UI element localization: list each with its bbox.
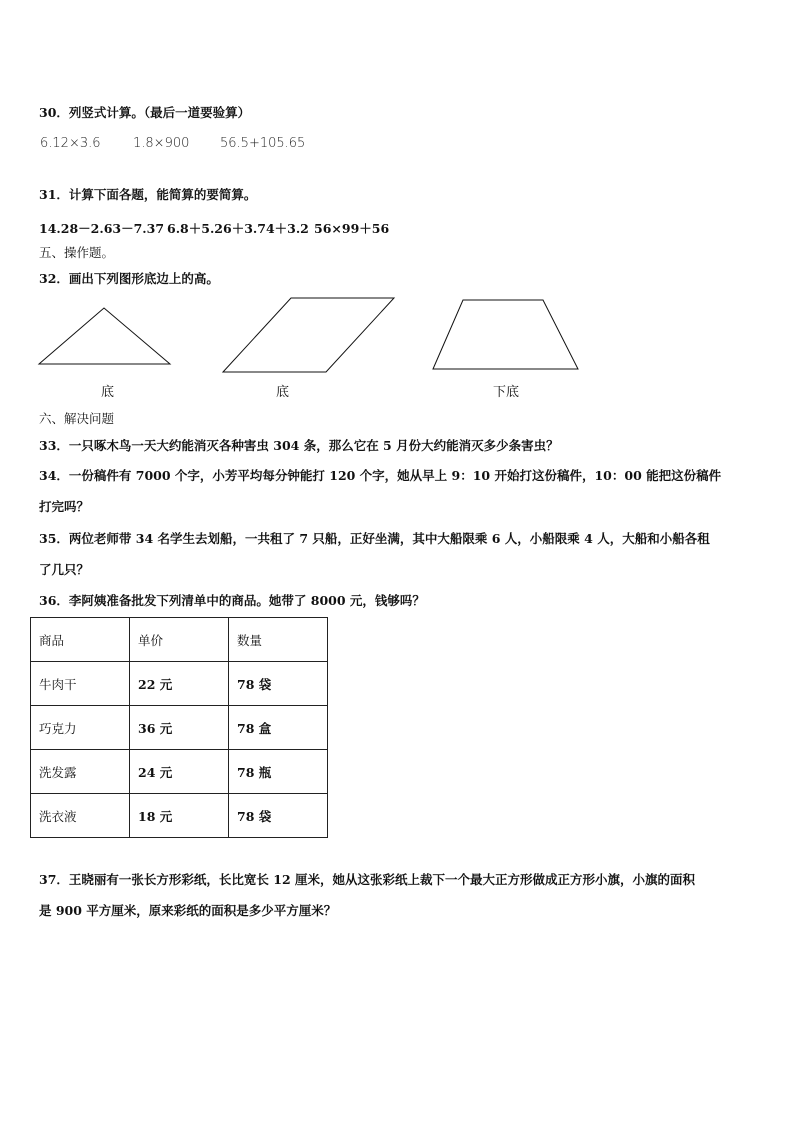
q36-title: 36．李阿姨准备批发下列清单中的商品。她带了 8000 元，钱够吗？	[39, 593, 425, 608]
table-cell-item: 洗发露	[31, 750, 130, 794]
q30-title: 30．列竖式计算。（最后一道要验算）	[39, 105, 251, 120]
table-header-row	[31, 618, 328, 662]
table-row	[31, 794, 328, 838]
table-row	[31, 706, 328, 750]
table-cell-price: 22 元	[130, 662, 229, 706]
table-cell-quantity: 78 袋	[229, 794, 328, 838]
table-cell-quantity: 78 盒	[229, 706, 328, 750]
q37-line2: 是 900 平方厘米，原来彩纸的面积是多少平方厘米？	[39, 903, 337, 918]
table-cell-quantity: 78 瓶	[229, 750, 328, 794]
q31-item-2: 6.8＋5.26＋3.74＋3.2	[167, 221, 309, 236]
section6-heading: 六、解决问题	[39, 411, 115, 426]
q31-item-1: 14.28－2.63－7.37	[39, 221, 165, 236]
q34-line1: 34．一份稿件有 7000 个字，小芳平均每分钟能打 120 个字，她从早上 9：10 开始打这份稿件，10：00 能把这份稿件	[39, 468, 722, 483]
table-header-cell: 商品	[31, 618, 130, 662]
table-cell-item: 巧克力	[31, 706, 130, 750]
parallelogram-base-label: 底	[276, 385, 290, 400]
q37-line1: 37．王晓丽有一张长方形彩纸，长比宽长 12 厘米，她从这张彩纸上裁下一个最大正方形做成正方形小旗，小旗的面积	[39, 872, 695, 887]
q34-line2: 打完吗？	[39, 499, 90, 514]
table-cell-price: 24 元	[130, 750, 229, 794]
q35-line2: 了几只？	[39, 562, 90, 577]
table-header-cell: 数量	[229, 618, 328, 662]
triangle-base-label: 底	[101, 385, 115, 400]
q30-item-1: 6.12×3.6	[40, 136, 101, 151]
table-cell-quantity: 78 袋	[229, 662, 328, 706]
section5-heading: 五、操作题。	[39, 245, 115, 260]
table-header-cell: 单价	[130, 618, 229, 662]
goods-table	[30, 617, 328, 838]
q32-figures	[0, 0, 794, 400]
q33-text: 33．一只啄木鸟一天大约能消灭各种害虫 304 条，那么它在 5 月份大约能消灭多少条害虫？	[39, 438, 559, 453]
table-cell-price: 36 元	[130, 706, 229, 750]
q30-item-2: 1.8×900	[133, 136, 190, 151]
q30-item-3: 56.5+105.65	[220, 136, 306, 151]
q31-item-3: 56×99＋56	[314, 221, 390, 236]
trapezoid-base-label: 下底	[493, 385, 520, 400]
table-row	[31, 750, 328, 794]
parallelogram-figure	[223, 298, 394, 372]
table-cell-price: 18 元	[130, 794, 229, 838]
table-row	[31, 662, 328, 706]
table-cell-item: 洗衣液	[31, 794, 130, 838]
q32-title: 32．画出下列图形底边上的高。	[39, 271, 219, 286]
q35-line1: 35．两位老师带 34 名学生去划船，一共租了 7 只船，正好坐满，其中大船限乘 6 人，小船限乘 4 人，大船和小船各租	[39, 531, 710, 546]
trapezoid-figure	[433, 300, 578, 369]
triangle-figure	[39, 308, 170, 364]
table-cell-item: 牛肉干	[31, 662, 130, 706]
q31-title: 31．计算下面各题，能简算的要简算。	[39, 187, 257, 202]
